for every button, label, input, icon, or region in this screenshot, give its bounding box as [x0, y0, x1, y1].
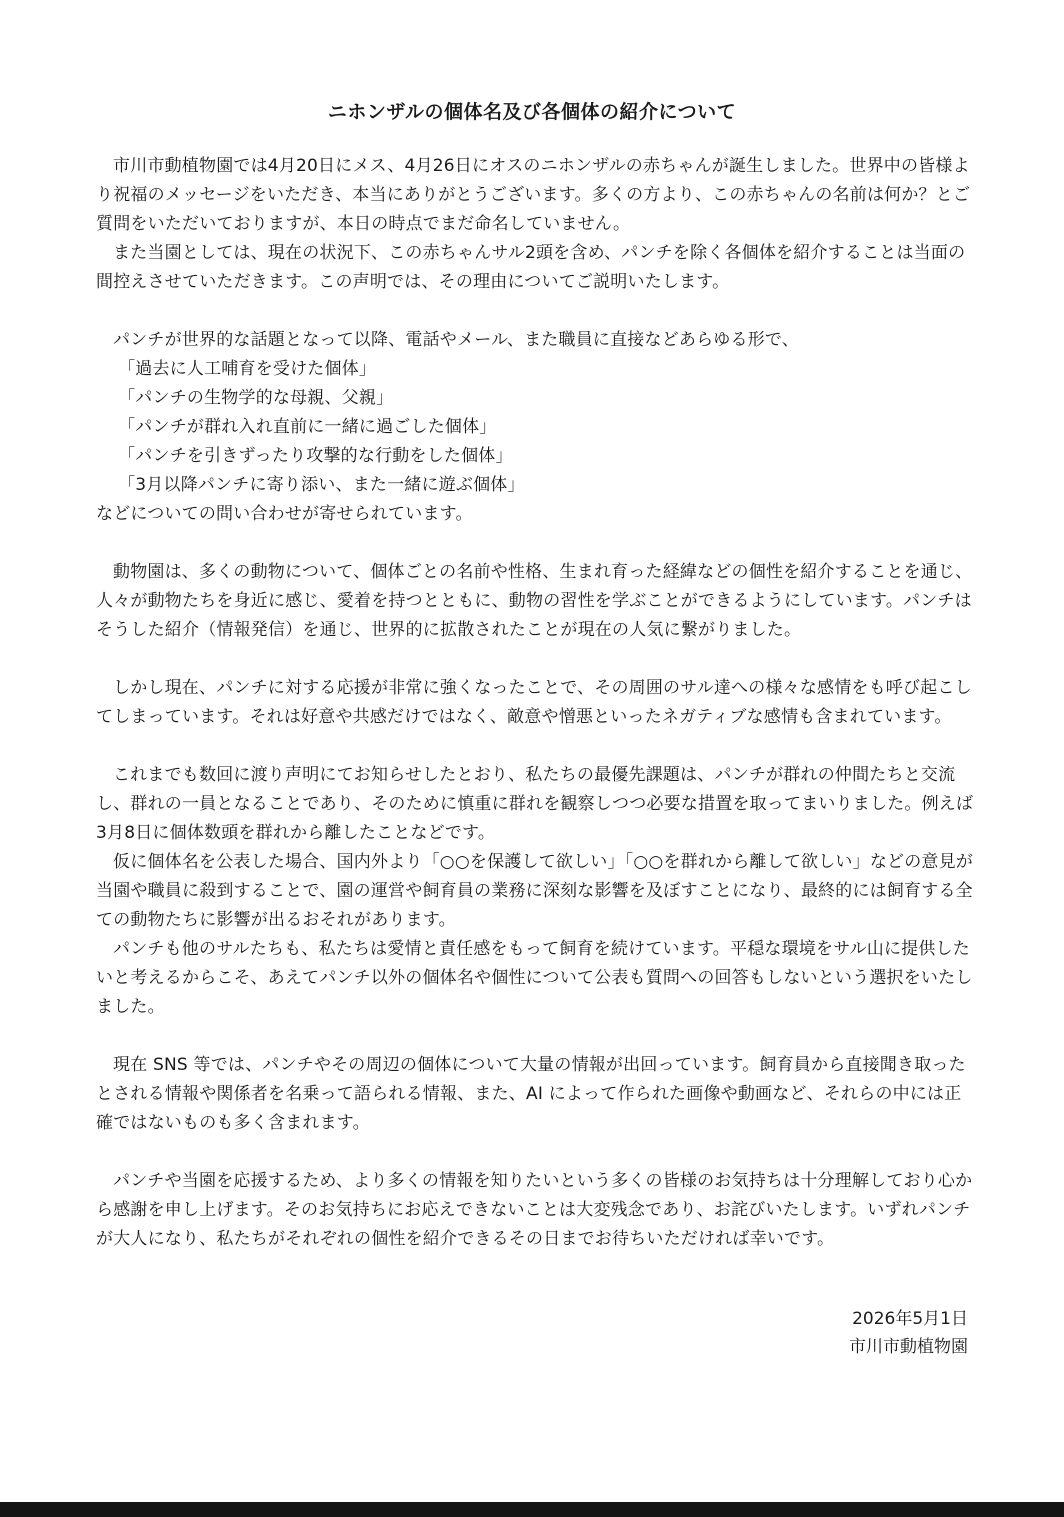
quote-item: 「3月以降パンチに寄り添い、また一緒に遊ぶ個体」 — [118, 475, 525, 495]
paragraph-gap — [96, 1138, 976, 1167]
quote-item: 「パンチを引きずったり攻撃的な行動をした個体」 — [118, 446, 513, 466]
paragraph-gap — [96, 297, 976, 326]
paragraph-decision: パンチも他のサルたちも、私たちは愛情と責任感をもって飼育を続けています。平穏な環境をサル山に提供したいと考えるからこそ、あえてパンチ以外の個体名や個性について公表も質問への回答もしないという選択をいたしました。 — [96, 939, 973, 1017]
paragraph-inquiries-outro: などについての問い合わせが寄せられています。 — [96, 504, 473, 524]
document-body — [96, 152, 976, 1254]
paragraph-gap — [96, 732, 976, 761]
bottom-bar — [0, 1502, 1064, 1517]
paragraph-impact: 仮に個体名を公表した場合、国内外より「○○を保護して欲しい」「○○を群れから離して欲しい」などの意見が当園や職員に殺到することで、園の運営や飼育員の業務に深刻な影響を及ぼすことになり、最終的には飼育する全ての動物たちに影響が出るおそれがあります。 — [96, 852, 974, 930]
document-date: 2026年5月1日 — [852, 1309, 968, 1329]
paragraph-inquiries-intro: パンチが世界的な話題となって以降、電話やメール、また職員に直接などあらゆる形で、 — [113, 330, 799, 350]
paragraph-priority: これまでも数回に渡り声明にてお知らせしたとおり、私たちの最優先課題は、パンチが群れの仲間たちと交流し、群れの一員となることであり、そのために慎重に群れを観察しつつ必要な措置を取ってまいりました。例えば3月8日に個体数頭を群れから離したことなどです。 — [96, 765, 974, 843]
document-title: ニホンザルの個体名及び各個体の紹介について — [327, 101, 737, 123]
quote-item: 「パンチが群れ入れ直前に一緒に過ごした個体」 — [118, 417, 497, 437]
paragraph-policy: また当園としては、現在の状況下、この赤ちゃんサル2頭を含め、パンチを除く各個体を紹介することは当面の間控えさせていただきます。この声明では、その理由についてご説明いたします。 — [96, 243, 966, 292]
paragraph-gap — [96, 1022, 976, 1051]
signature-block — [849, 1305, 968, 1361]
document-signature: 市川市動植物園 — [849, 1337, 968, 1357]
paragraph-birth-announcement: 市川市動植物園では4月20日にメス、4月26日にオスのニホンザルの赤ちゃんが誕生しました。世界中の皆様より祝福のメッセージをいただき、本当にありがとうございます。多くの方より、この赤ちゃんの名前は何か？とご質問をいただいておりますが、本日の時点でまだ命名していません。 — [96, 156, 971, 234]
paragraph-gap — [96, 645, 976, 674]
paragraph-gap — [96, 529, 976, 558]
quote-item: 「過去に人工哺育を受けた個体」 — [118, 359, 377, 379]
paragraph-thanks: パンチや当園を応援するため、より多くの情報を知りたいという多くの皆様のお気持ちは十分理解しており心から感謝を申し上げます。そのお気持ちにお応えできないことは大変残念であり、お詫びいたします。いずれパンチが大人になり、私たちがそれぞれの個性を紹介できるその日までお待ちいただければ幸いです。 — [96, 1171, 973, 1249]
paragraph-emotions: しかし現在、パンチに対する応援が非常に強くなったことで、その周囲のサル達への様々な感情をも呼び起こしてしまっています。それは好意や共感だけではなく、敵意や憎悪といったネガティブな感情も含まれています。 — [96, 678, 972, 727]
paragraph-misinformation: 現在 SNS 等では、パンチやその周辺の個体について大量の情報が出回っています。飼育員から直接聞き取ったとされる情報や関係者を名乗って語られる情報、また、AI によって作られた画像や動画など、それらの中には正確ではないものも多く含まれます。 — [96, 1055, 966, 1133]
paragraph-zoo-role: 動物園は、多くの動物について、個体ごとの名前や性格、生まれ育った経緯などの個性を紹介することを通じ、人々が動物たちを身近に感じ、愛着を持つとともに、動物の習性を学ぶことができるようにしています。パンチはそうした紹介（情報発信）を通じ、世界的に拡散されたことが現在の人気に繋がりました。 — [96, 562, 973, 640]
quote-item: 「パンチの生物学的な母親、父親」 — [118, 388, 394, 408]
